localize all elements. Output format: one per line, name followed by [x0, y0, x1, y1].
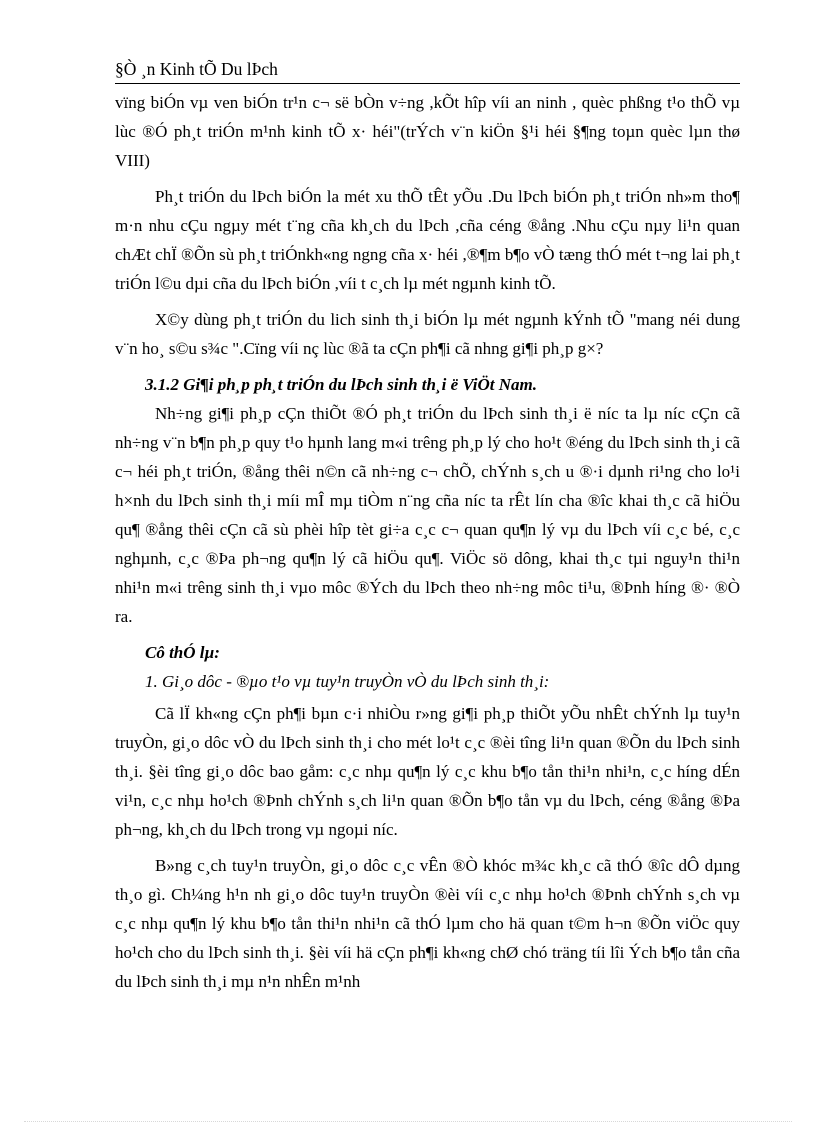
- page-bottom-border: [24, 1121, 792, 1122]
- paragraph-1: vïng biÓn vµ ven biÓn tr¹n c¬ së bÒn v÷ng ,kÕt hîp víi an ninh , quèc phßng t¹o thÕ vµ lùc ®Ó ph¸t triÓn m¹nh kinh tÕ x· héi"(trÝch v¨n kiÖn §¹i héi §¶ng toµn quèc lµn thø VIII): [115, 93, 740, 170]
- paragraph-5: Cã lÏ kh«ng cÇn ph¶i bµn c·i nhiÒu r»ng gi¶i ph¸p thiÕt yÕu nhÊt chÝnh lµ tuy¹n truyÒn, gi¸o dôc vÒ du lÞch sinh th¸i cho mét lo¹t c¸c ®èi tîng li¹n quan ®Õn du lÞch sinh th¸i. §èi tîng gi¸o dôc bao gåm: c¸c nhµ qu¶n lý c¸c khu b¶o tån thi¹n nhi¹n, c¸c híng dÉn vi¹n, c¸c nhµ ho¹ch ®Þnh chÝnh s¸ch li¹n quan ®Õn b¶o tån vµ du lÞch, céng ®ång ®Þa ph¬ng, kh¸ch du lÞch trong vµ ngoµi níc.: [115, 704, 740, 839]
- paragraph-4: Nh÷ng gi¶i ph¸p cÇn thiÕt ®Ó ph¸t triÓn du lÞch sinh th¸i ë níc ta lµ níc cÇn cã nh÷ng v¨n b¶n ph¸p quy t¹o hµnh lang m«i trêng ph¸p lý cho ho¹t ®éng du lÞch sinh th¸i cã c¬ héi ph¸t triÓn, ®ång thêi n©n cã nh÷ng c¬ chÕ, chÝnh s¸ch u ®·i dµnh ri¹ng cho lo¹i h×nh du lÞch sinh th¸i míi mÎ mµ tiÒm n¨ng cña níc ta rÊt lín cha ®îc khai th¸c cã hiÖu qu¶ ®ång thêi cÇn cã sù phèi hîp tèt gi÷a c¸c c¬ quan qu¶n lý vµ du lÞch víi c¸c bé, c¸c nghµnh, c¸c ®Þa ph¬ng qu¶n lý cã hiÖu qu¶. ViÖc sö dông, khai th¸c tµi nguy¹n thi¹n nhi¹n m«i trêng sinh th¸i vµo môc ®Ých du lÞch theo nh÷ng môc ti¹u, ®Þnh híng ®· ®Ò ra.: [115, 404, 740, 626]
- section-heading: 3.1.2 Gi¶i ph¸p ph¸t triÓn du lÞch sinh th¸i ë ViÖt Nam.: [145, 375, 538, 394]
- document-body: [115, 88, 740, 1003]
- subheading-italic: 1. Gi¸o dôc - ®µo t¹o vµ tuy¹n truyÒn vÒ du lÞch sinh th¸i:: [145, 672, 550, 691]
- subheading-bold: Cô thÓ lµ:: [145, 643, 220, 662]
- paragraph-2: Ph¸t triÓn du lÞch biÓn la mét xu thÕ tÊt yÕu .Du lÞch biÓn ph¸t triÓn nh»m tho¶ m·n nhu cÇu ngµy mét t¨ng cña kh¸ch du lÞch ,cña céng ®ång .Nhu cÇu nµy li¹n quan chÆt chÏ ®Õn sù ph¸t triÓnkh«ng ngng cña x· héi ,®¶m b¶o vÒ tæng thÓ mét t¬ng lai ph¸t triÓn l©u dµi cña du lÞch biÓn ,víi t c¸ch lµ mét ngµnh kinh tÕ.: [115, 187, 740, 293]
- paragraph-6: B»ng c¸ch tuy¹n truyÒn, gi¸o dôc c¸c vÊn ®Ò khóc m¾c kh¸c cã thÓ ®îc dÔ dµng th¸o gì. Ch¼ng h¹n nh gi¸o dôc tuy¹n truyÒn ®èi víi c¸c nhµ ho¹ch ®Þnh chÝnh s¸ch vµ c¸c nhµ qu¶n lý khu b¶o tån thi¹n nhi¹n cã thÓ lµm cho hä quan t©m h¬n ®Õn viÖc quy ho¹ch cho du lÞch sinh th¸i. §èi víi hä cÇn ph¶i kh«ng chØ chó träng tíi lîi Ých b¶o tån cña du lÞch sinh th¸i mµ n¹n nhÊn m¹nh: [115, 856, 740, 991]
- page-header: [115, 57, 740, 84]
- header-title: §Ò ¸n Kinh tÕ Du lÞch: [115, 59, 278, 79]
- paragraph-3: X©y dùng ph¸t triÓn du lich sinh th¸i biÓn lµ mét ngµnh kÝnh tÕ "mang néi dung v¨n ho¸ s©u s¾c ".Cïng víi nç lùc ®ã ta cÇn ph¶i cã nhng gi¶i ph¸p g×?: [115, 310, 740, 358]
